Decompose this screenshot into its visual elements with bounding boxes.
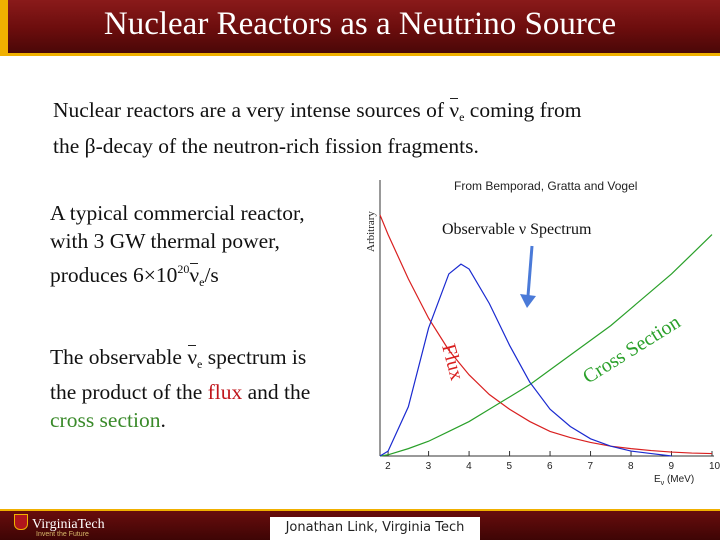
spectrum-arrow [528,246,532,296]
nu-symbol: ν [449,96,459,125]
reactor-text [50,199,350,296]
product-part: the product of the [50,380,208,404]
spectrum-label [442,221,592,238]
product-part: . [160,408,166,432]
chart-source: From Bemporad, Gratta and Vogel [454,179,638,193]
x-tick-label: 9 [668,461,675,472]
cross-section-label: Cross Section [578,310,685,389]
x-axis-label [654,474,694,487]
intro-part: Nuclear reactors are a very intense sources of [53,98,450,122]
reactor-line: with 3 GW thermal power, [50,229,280,253]
product-part: The observable [50,345,188,369]
x-tick-label: 4 [466,461,472,472]
logo-text: VirginiaTech [32,517,105,532]
x-tick-label: 10 [709,461,720,472]
footer-gold-line [0,509,720,511]
nu-symbol: ν [189,263,200,287]
shield-icon [14,514,28,530]
presenter-credit: Jonathan Link, Virginia Tech [270,517,480,549]
flux-label: Flux [437,341,468,383]
x-tick-label: 2 [385,461,391,472]
neutrino-spectrum-chart [354,170,720,498]
footer-bar [0,509,720,540]
flux-word: flux [207,380,243,404]
x-axis-label-e: E [654,474,661,485]
slide-title: Nuclear Reactors as a Neutrino Source [103,6,617,42]
nu-subscript: e [199,275,205,289]
x-axis-label-sub: ν [660,480,665,487]
reactor-line: /s [204,263,219,287]
x-tick-label: 7 [587,461,594,472]
x-ticks [385,451,720,472]
x-tick-label: 8 [628,461,634,472]
nu-symbol: ν [187,345,198,369]
intro-part: coming from [464,98,582,122]
y-axis-label: Arbitrary [365,211,377,252]
reactor-line: produces 6×10 [50,263,178,287]
product-part: and the [242,380,311,404]
logo-tagline: Invent the Future [36,531,89,538]
x-tick-label: 3 [425,461,432,472]
exponent: 20 [177,262,190,276]
cross-section-word: cross section [50,408,161,432]
spectrum-arrowhead [520,294,536,308]
series-line-1 [380,235,712,456]
x-tick-label: 5 [506,461,513,472]
intro-part: the β-decay of the neutron-rich fission fragments. [53,134,479,158]
spectrum-label-text: Observable ν Spectrum [442,221,592,238]
title-bar [0,0,720,56]
nu-subscript: e [197,357,203,371]
product-part: spectrum is [202,345,307,369]
intro-text [53,96,693,161]
product-text [50,343,350,434]
x-tick-label: 6 [547,461,553,472]
reactor-line: A typical commercial reactor, [50,201,305,225]
nu-subscript: e [459,110,465,124]
x-axis-label-unit: (MeV) [664,474,695,485]
